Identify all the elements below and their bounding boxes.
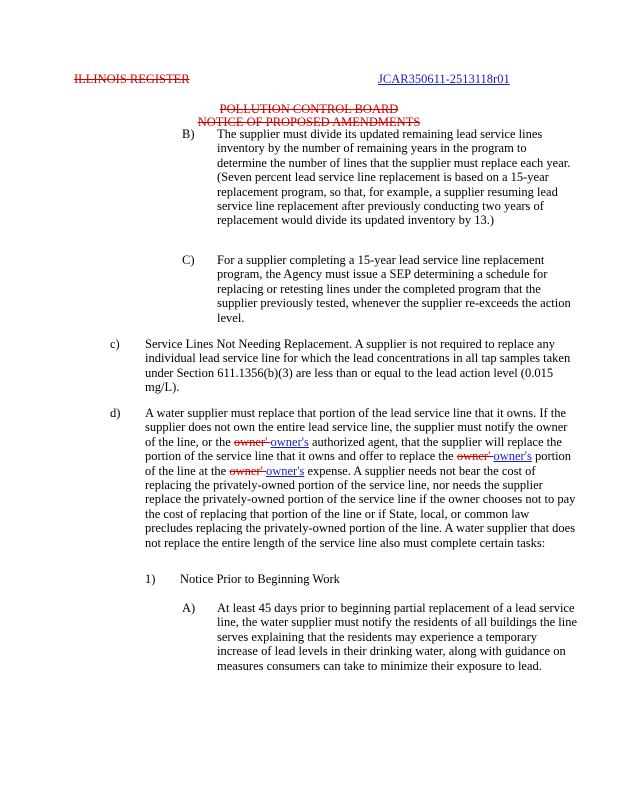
- item-1-label: 1): [145, 572, 156, 586]
- subsection-d-text: [145, 406, 577, 550]
- inserted-text: owner's: [265, 463, 305, 478]
- subsection-d-part4: expense. A supplier needs not bear the cost of replacing the privately-owned portion of the service line, nor needs the supplier replace the privately-owned portion of the service line if the owner chooses not to pay the cost of replacing that portion of the line or if State, local, or common law precludes replacing the privately-owned portion of the line. A water supplier that does not replace the entire length of the service line also must complete certain tasks:: [145, 463, 576, 550]
- register-title: ILLINOIS REGISTER: [74, 72, 190, 86]
- deleted-text: owner': [229, 463, 266, 478]
- subsection-d-part3: portion of the line at the: [145, 449, 572, 478]
- inserted-text: owner's: [270, 434, 309, 449]
- subsection-d-part2: authorized agent, that the supplier will replace the portion of the service line that it owns and offer to replace the: [145, 434, 562, 464]
- item-1-title: Notice Prior to Beginning Work: [180, 572, 340, 586]
- deleted-text: owner': [456, 449, 494, 464]
- subsection-c-text: Service Lines Not Needing Replacement. A supplier is not required to replace any individual lead service line for which the lead concentrations in all tap samples taken under Section 611.1356(b)(3) are less than or equal to the lead action level (0.015 mg/L).: [145, 337, 571, 395]
- item-c-label: C): [182, 253, 195, 267]
- inserted-text: owner's: [493, 449, 532, 464]
- item-b-label: B): [182, 127, 195, 141]
- board-name: POLLUTION CONTROL BOARD: [219, 102, 399, 116]
- subsection-d-label: d): [110, 406, 121, 420]
- item-a-text: At least 45 days prior to beginning partial replacement of a lead service line, the water supplier must notify the residents of all buildings the line serves explaining that the residents may experience a temporary increase of lead levels in their drinking water, along with guidance on measures consumers can take to minimize their exposure to lead.: [217, 601, 577, 673]
- item-c-text: For a supplier completing a 15-year lead service line replacement program, the Agency must issue a SEP determining a schedule for replacing or retesting lines under the completed program that the supplier previously tested, whenever the supplier re-exceeds the action level.: [217, 253, 571, 325]
- subsection-d-part1: A water supplier must replace that portion of the lead service line that it owns. If the supplier does not own the entire lead service line, the supplier must notify the owner of the line, or the: [145, 406, 568, 449]
- subsection-c-label: c): [110, 337, 120, 351]
- notice-title: NOTICE OF PROPOSED AMENDMENTS: [197, 115, 421, 129]
- document-id: JCAR350611-2513118r01: [378, 72, 510, 86]
- deleted-text: owner': [233, 434, 271, 449]
- item-b-text: The supplier must divide its updated remaining lead service lines inventory by the number of remaining years in the program to determine the number of lines that the supplier must replace each year. (Seven percent lead service line replacement is based on a 15-year replacement program, so that, for example, a supplier resuming lead service line replacement after previously conducting two years of replacement would divide its updated inventory by 13.): [217, 127, 571, 228]
- item-a-label: A): [182, 601, 196, 615]
